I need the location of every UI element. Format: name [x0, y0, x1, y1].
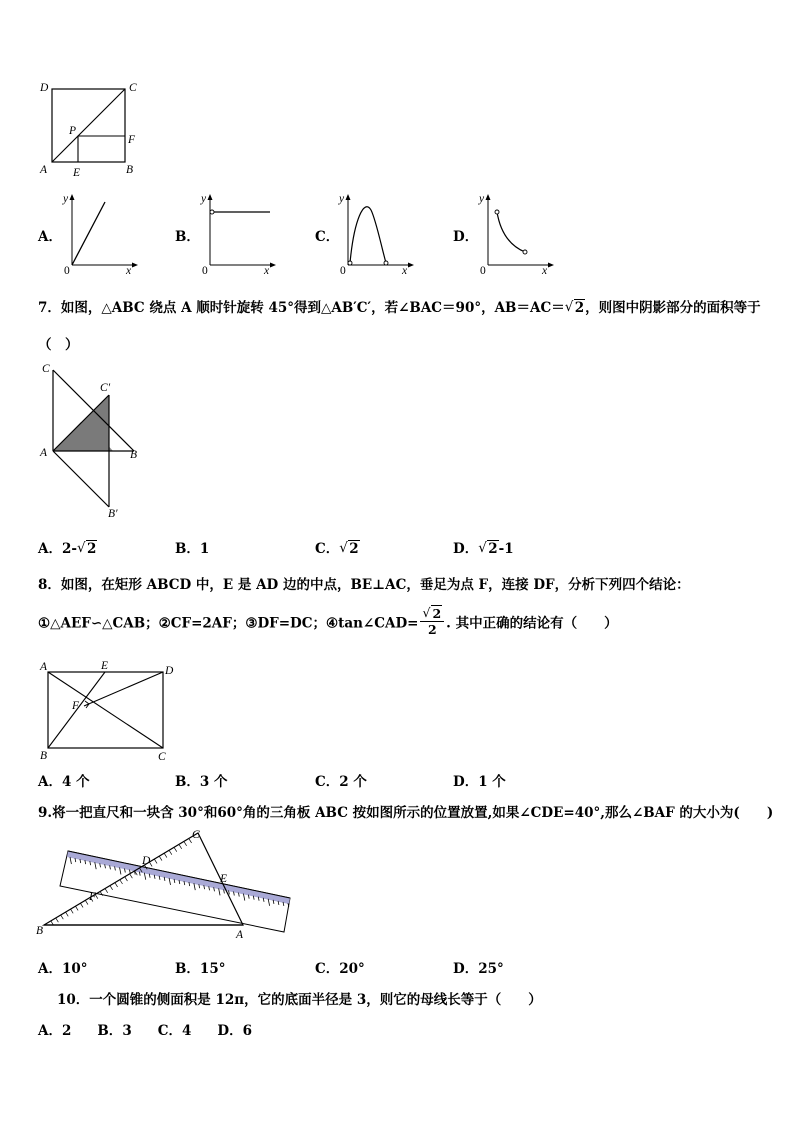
- q6-option-c-letter: C．: [315, 229, 340, 245]
- q7-option-a: [38, 537, 97, 557]
- q8-option-a: [38, 770, 90, 790]
- q7-option-c-letter: C．: [315, 541, 340, 557]
- q10-option-c-value: 4: [181, 1023, 192, 1039]
- q7-paren: （ ）: [38, 337, 79, 353]
- q8-label-B: B: [40, 750, 48, 762]
- label-F: F: [128, 134, 136, 146]
- q8-option-d-value: 1 个: [478, 774, 506, 790]
- q7-number: 7．: [38, 300, 61, 316]
- q8-option-b: [175, 770, 228, 790]
- q7-label-C: C: [42, 363, 50, 375]
- q7-option-a-sqrt-val: 2: [86, 541, 97, 557]
- q6-option-a-letter: A．: [38, 229, 62, 245]
- q10-option-b-value: 3: [122, 1023, 132, 1039]
- q9-label-C: C: [192, 829, 200, 841]
- q6-d-origin: 0: [480, 265, 486, 277]
- q8-fraction: [420, 606, 444, 637]
- q9-figure: [36, 826, 296, 942]
- q8-option-d-letter: D．: [453, 774, 479, 790]
- q10-option-c-letter: C．: [157, 1023, 182, 1039]
- q7-text-a: 如图，△ABC 绕点 A 顺时针旋转 45°得到△AB′C′，若∠BAC＝90°，AB＝AC＝: [60, 300, 565, 316]
- q9-label-B: B: [36, 925, 44, 937]
- q10-option-d-value: 6: [242, 1023, 252, 1039]
- q7-option-d-letter: D．: [453, 541, 479, 557]
- q9-option-b-value: 15°: [199, 961, 226, 977]
- q7-option-a-letter: A．: [38, 541, 62, 557]
- q6-c-x: x: [402, 265, 408, 277]
- q7-option-b-value: 1: [199, 541, 210, 557]
- q8-label-D: D: [165, 665, 174, 677]
- q9-option-c-value: 20°: [339, 961, 365, 977]
- q10-option-a-value: 2: [61, 1023, 72, 1039]
- q8-option-a-value: 4 个: [61, 774, 90, 790]
- q6-graph-b: [198, 190, 278, 275]
- q9-option-b: [175, 957, 225, 977]
- q9-option-b-letter: B．: [175, 961, 200, 977]
- q9-option-d-value: 25°: [478, 961, 504, 977]
- q9-option-c: [315, 957, 365, 977]
- label-C: C: [129, 82, 137, 94]
- q9-option-a: [38, 957, 88, 977]
- q10-options: [38, 1019, 252, 1039]
- q7-option-a-pre: 2-: [61, 541, 77, 557]
- q10-option-a-letter: A．: [38, 1023, 62, 1039]
- q8-c2: . 其中正确的结论有（ ）: [446, 615, 618, 632]
- q8-label-C: C: [158, 751, 166, 763]
- q7-text-b: ，则图中阴影部分的面积等于: [585, 300, 761, 316]
- q7-sqrt: [565, 300, 585, 316]
- q7-option-c-sqrt-val: 2: [349, 541, 359, 557]
- q6-a-origin: 0: [64, 265, 70, 277]
- q8-label-A: A: [40, 661, 48, 673]
- q8-frac-sqrt: [422, 606, 442, 621]
- q9-label-E: E: [220, 873, 228, 885]
- q7-option-d-post: -1: [498, 541, 514, 557]
- q10-question: 10．一个圆锥的侧面积是 12π，它的底面半径是 3，则它的母线长等于（ ）: [57, 992, 542, 1008]
- q9-label-F: F: [89, 891, 97, 903]
- q8-option-a-letter: A．: [38, 774, 62, 790]
- q8-option-b-letter: B．: [175, 774, 200, 790]
- q8-c1: ①△AEF∽△CAB；②CF=2AF；③DF=DC；④tan∠CAD=: [38, 615, 419, 632]
- q10-option-b-letter: B．: [97, 1023, 123, 1039]
- q7-sqrt-value: 2: [574, 300, 585, 316]
- label-B: B: [126, 164, 134, 176]
- q9-option-d-letter: D．: [453, 961, 479, 977]
- q7-option-a-sqrt: [77, 541, 97, 557]
- q6-graph-a: [60, 190, 140, 275]
- q10-option-d-letter: D．: [217, 1023, 243, 1039]
- q7-option-b-letter: B．: [175, 541, 200, 557]
- q7-label-A: A: [40, 447, 48, 459]
- q6-graph-c: [336, 190, 416, 275]
- q8-label-F: F: [72, 700, 80, 712]
- label-P: P: [69, 125, 77, 137]
- q7-option-c: [315, 537, 360, 557]
- square-figure: [38, 80, 148, 180]
- q8-figure: [38, 658, 178, 766]
- q6-c-origin: 0: [340, 265, 346, 277]
- q6-graph-d: [476, 190, 556, 275]
- q9-option-d: [453, 957, 504, 977]
- q8-frac-num: 2: [432, 606, 442, 621]
- label-D: D: [40, 82, 49, 94]
- q8-frac-den: 2: [427, 622, 437, 637]
- q8-label-E: E: [101, 660, 109, 672]
- q8-option-b-value: 3 个: [199, 774, 228, 790]
- label-A: A: [40, 164, 48, 176]
- q9-label-A: A: [236, 929, 244, 941]
- q8-option-c-value: 2 个: [339, 774, 367, 790]
- q7-label-B: B: [130, 449, 138, 461]
- q6-c-y: y: [339, 193, 345, 205]
- label-E: E: [73, 167, 81, 179]
- q8-line1: 8．如图，在矩形 ABCD 中，E 是 AD 边的中点，BE⊥AC，垂足为点 F，连接 DF，分析下列四个结论：: [38, 577, 690, 593]
- q6-b-origin: 0: [202, 265, 208, 277]
- q7-option-b: [175, 537, 209, 557]
- q7-option-d-sqrt-val: 2: [488, 541, 498, 557]
- q7-figure: [38, 360, 148, 520]
- q9-option-a-letter: A．: [38, 961, 62, 977]
- q6-option-d-letter: D．: [453, 229, 479, 245]
- q6-b-x: x: [264, 265, 270, 277]
- q7-label-Cp: C′: [100, 382, 111, 394]
- q8-conclusions: [38, 606, 618, 637]
- q7-label-Bp: B′: [108, 508, 118, 520]
- q6-d-x: x: [542, 265, 548, 277]
- q6-a-x: x: [126, 265, 132, 277]
- q6-option-b-letter: B．: [175, 229, 200, 245]
- q8-frac-num-wrap: [420, 606, 444, 622]
- q9-option-a-value: 10°: [61, 961, 88, 977]
- q7-question: [38, 296, 761, 316]
- q6-a-y: y: [63, 193, 69, 205]
- q6-d-y: y: [479, 193, 485, 205]
- q7-option-d: [453, 537, 514, 557]
- q9-question: 9.将一把直尺和一块含 30°和60°角的三角板 ABC 按如图所示的位置放置,如果∠CDE=40°,那么∠BAF 的大小为( ): [38, 805, 774, 821]
- q7-option-d-sqrt: [478, 541, 498, 557]
- q7-option-c-sqrt: [339, 541, 359, 557]
- q6-b-y: y: [201, 193, 207, 205]
- q8-option-c: [315, 770, 367, 790]
- q8-option-c-letter: C．: [315, 774, 340, 790]
- q9-option-c-letter: C．: [315, 961, 340, 977]
- q9-label-D: D: [142, 855, 151, 867]
- q8-option-d: [453, 770, 506, 790]
